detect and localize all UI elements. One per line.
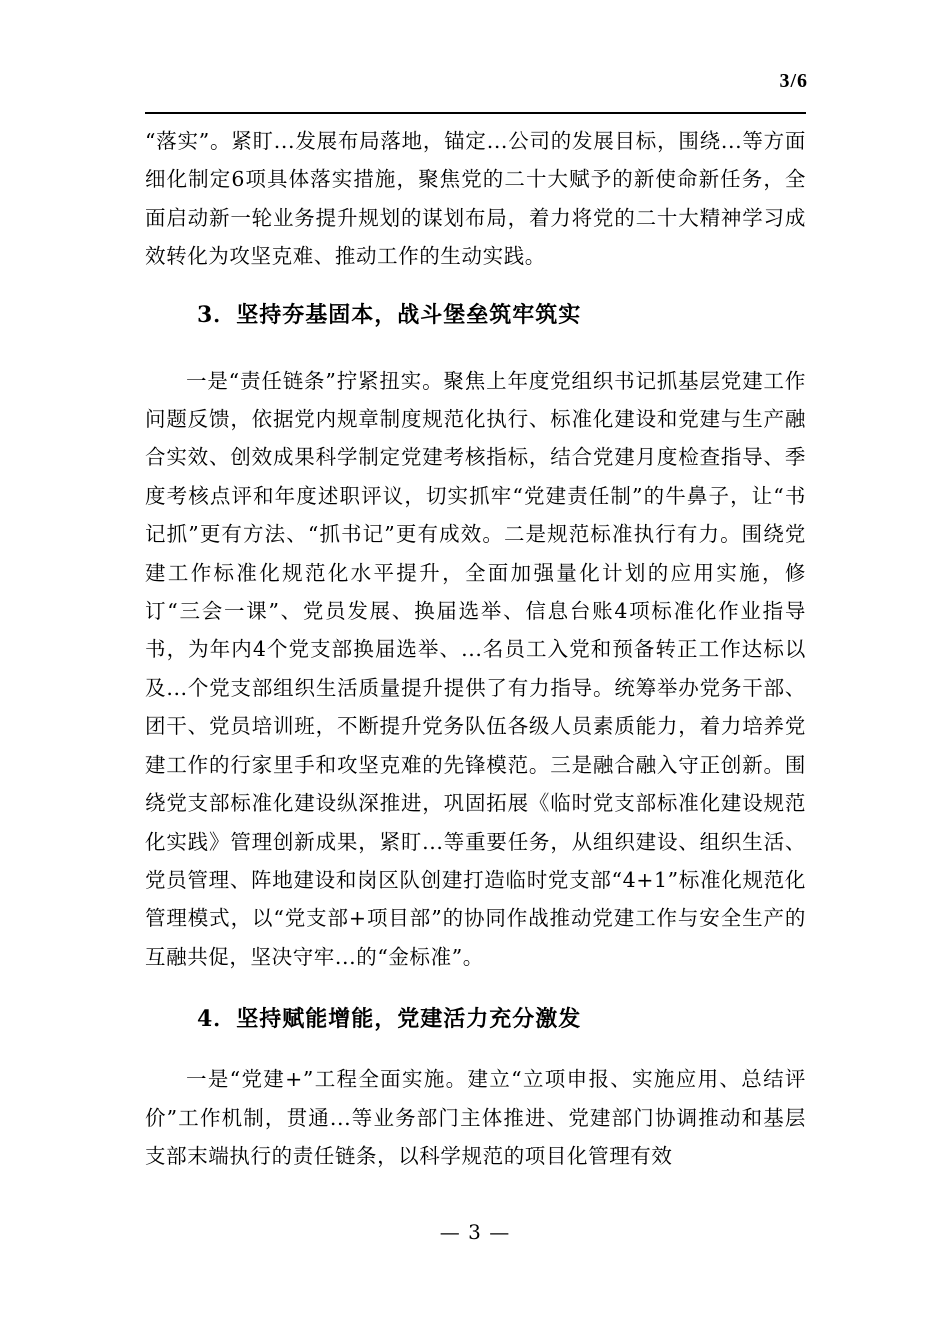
paragraph-responsibility-chain: 一是“责任链条”拧紧扭实。聚焦上年度党组织书记抓基层党建工作问题反馈，依据党内规章制度规范化执行、标准化建设和党建与生产融合实效、创效成果科学制定党建考核指标，结合党建月度检查指导、季度考核点评和年度述职评议，切实抓牢“党建责任制”的牛鼻子，让“书记抓”更有方法、“抓书记”更有成效。二是规范标准执行有力。围绕党建工作标准化规范化水平提升，全面加强量化计划的应用实施，修订“三会一课”、党员发展、换届选举、信息台账4项标准化作业指导书，为年内4个党支部换届选举、...名员工入党和预备转正工作达标以及...个党支部组织生活质量提升提供了有力指导。统筹举办党务干部、团干、党员培训班，不断提升党务队伍各级人员素质能力，着力培养党建工作的行家里手和攻坚克难的先锋模范。三是融合融入守正创新。围绕党支部标准化建设纵深推进，巩固拓展《临时党支部标准化建设规范化实践》管理创新成果，紧盯...等重要任务，从组织建设、组织生活、党员管理、阵地建设和岗区队创建打造临时党支部“4+1”标准化规范化管理模式，以“党支部+项目部”的协同作战推动党建工作与安全生产的互融共促，坚决守牢...的“金标准”。 [145, 368, 806, 969]
paragraph-party-building-plus: 一是“党建+”工程全面实施。建立“立项申报、实施应用、总结评价”工作机制，贯通...等业务部门主体推进、党建部门协调推动和基层支部末端执行的责任链条，以科学规范的项目化管理有效 [145, 1067, 806, 1168]
page-indicator: 3/6 [779, 70, 808, 92]
paragraph-implementation: “落实”。紧盯...发展布局落地，锚定...公司的发展目标，围绕...等方面细化制定6项具体落实措施，聚焦党的二十大赋予的新使命新任务，全面启动新一轮业务提升规划的谋划布局，着力将党的二十大精神学习成效转化为攻坚克难、推动工作的生动实践。 [145, 129, 806, 269]
section-heading-4: 4．坚持赋能增能，党建活力充分激发 [197, 1006, 582, 1033]
page-number-footer: — 3 — [439, 1220, 511, 1244]
section-heading-3: 3．坚持夯基固本，战斗堡垒筑牢筑实 [197, 301, 582, 328]
header-rule [145, 112, 806, 114]
document-body [145, 122, 806, 1175]
